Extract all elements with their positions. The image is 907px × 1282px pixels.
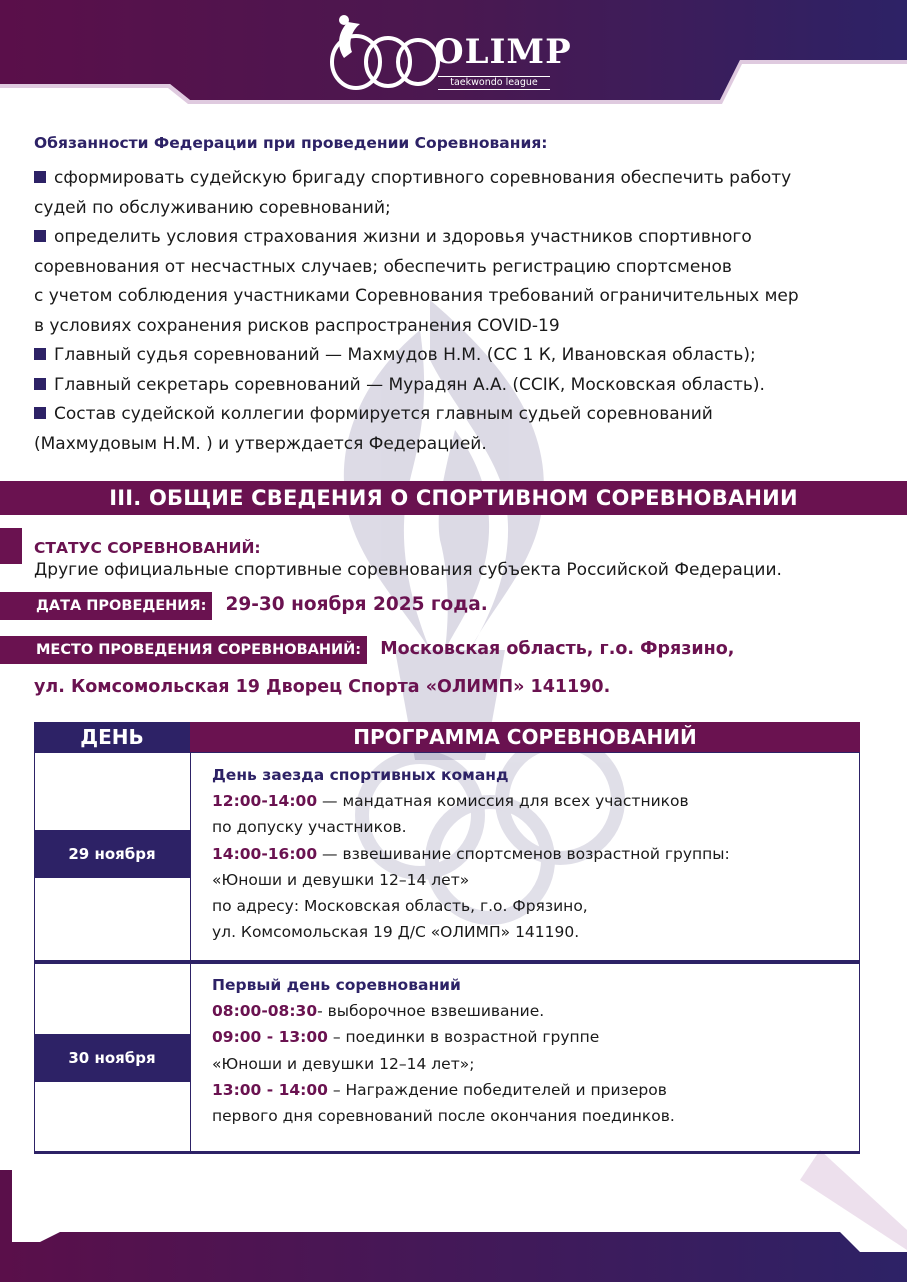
day-cell: 30 ноября [34,1034,190,1082]
program-cell [212,762,852,945]
section-banner: III. ОБЩИЕ СВЕДЕНИЯ О СПОРТИВНОМ СОРЕВНОВАНИИ [0,481,907,515]
program-line: 13:00 - 14:00 – Награждение победителей и призеров [212,1080,667,1099]
program-line: по адресу: Московская область, г.о. Фрязино, [212,897,588,916]
date-label: ДАТА ПРОВЕДЕНИЯ: [0,592,212,620]
status-label: СТАТУС СОРЕВНОВАНИЙ: [34,539,261,557]
square-bullet-icon [34,348,46,360]
olimp-logo [318,12,572,98]
square-bullet-icon [34,407,46,419]
venue-value-line1: Московская область, г.о. Фрязино, [380,639,735,659]
program-line: 12:00-14:00 — мандатная комиссия для всех участников [212,792,689,811]
program-line: ул. Комсомольская 19 Д/С «ОЛИМП» 141190. [212,923,580,942]
rings-emblem-icon [318,12,448,98]
duty-line: соревнования от несчастных случаев; обеспечить регистрацию спортсменов [34,256,732,277]
day-cell: 29 ноября [34,830,190,878]
program-line: «Юноши и девушки 12–14 лет» [212,870,470,889]
table-header [34,722,860,752]
program-table [34,722,860,1154]
program-title: Первый день соревнований [212,976,461,994]
status-value: Другие официальные спортивные соревнования субъекта Российской Федерации. [34,560,782,580]
venue-label: МЕСТО ПРОВЕДЕНИЯ СОРЕВНОВАНИЙ: [0,636,367,664]
header-program: ПРОГРАММА СОРЕВНОВАНИЙ [190,722,860,752]
program-line: 08:00-08:30- выборочное взвешивание. [212,1002,545,1021]
program-cell [212,972,852,1129]
duty-line: с учетом соблюдения участниками Соревнования требований ограничительных мер [34,286,799,306]
date-value: 29-30 ноября 2025 года. [225,594,488,615]
side-marker [0,528,22,564]
program-line: «Юноши и девушки 12–14 лет»; [212,1054,475,1073]
program-title: День заезда спортивных команд [212,766,509,784]
duty-line: определить условия страхования жизни и здоровья участников спортивного [34,223,874,253]
square-bullet-icon [34,230,46,242]
program-line: первого дня соревнований после окончания поединков. [212,1107,675,1126]
duty-line: (Махмудовым Н.М. ) и утверждается Федерацией. [34,433,487,454]
square-bullet-icon [34,378,46,390]
duty-line: Главный секретарь соревнований — Мурадян А.А. (ССIК, Московская область). [34,371,874,401]
logo-subtitle: taekwondo league [438,76,550,90]
duties-title: Обязанности Федерации при проведении Соревнования: [34,134,548,152]
duty-line: судей по обслуживанию соревнований; [34,197,391,218]
header-day: ДЕНЬ [34,722,190,752]
logo-wordmark: OLIMP [434,32,572,72]
duty-line: в условиях сохранения рисков распространения COVID-19 [34,315,560,336]
square-bullet-icon [34,171,46,183]
venue-value-line2: ул. Комсомольская 19 Дворец Спорта «ОЛИМП» 141190. [34,677,611,697]
duty-line: Состав судейской коллегии формируется главным судьей соревнований [34,400,874,430]
table-bottom-border [34,1151,860,1154]
date-row [0,592,488,620]
column-divider [190,752,191,962]
duty-line: сформировать судейскую бригаду спортивного соревнования обеспечить работу [34,164,874,194]
program-line: 14:00-16:00 — взвешивание спортсменов возрастной группы: [212,844,730,863]
column-divider [190,963,191,1153]
federation-duties [34,132,874,459]
duty-line: Главный судья соревнований — Махмудов Н.М. (СС 1 К, Ивановская область); [34,341,874,371]
venue-row [0,636,734,664]
program-line: 09:00 - 13:00 – поединки в возрастной группе [212,1028,600,1047]
program-line: по допуску участников. [212,818,407,837]
